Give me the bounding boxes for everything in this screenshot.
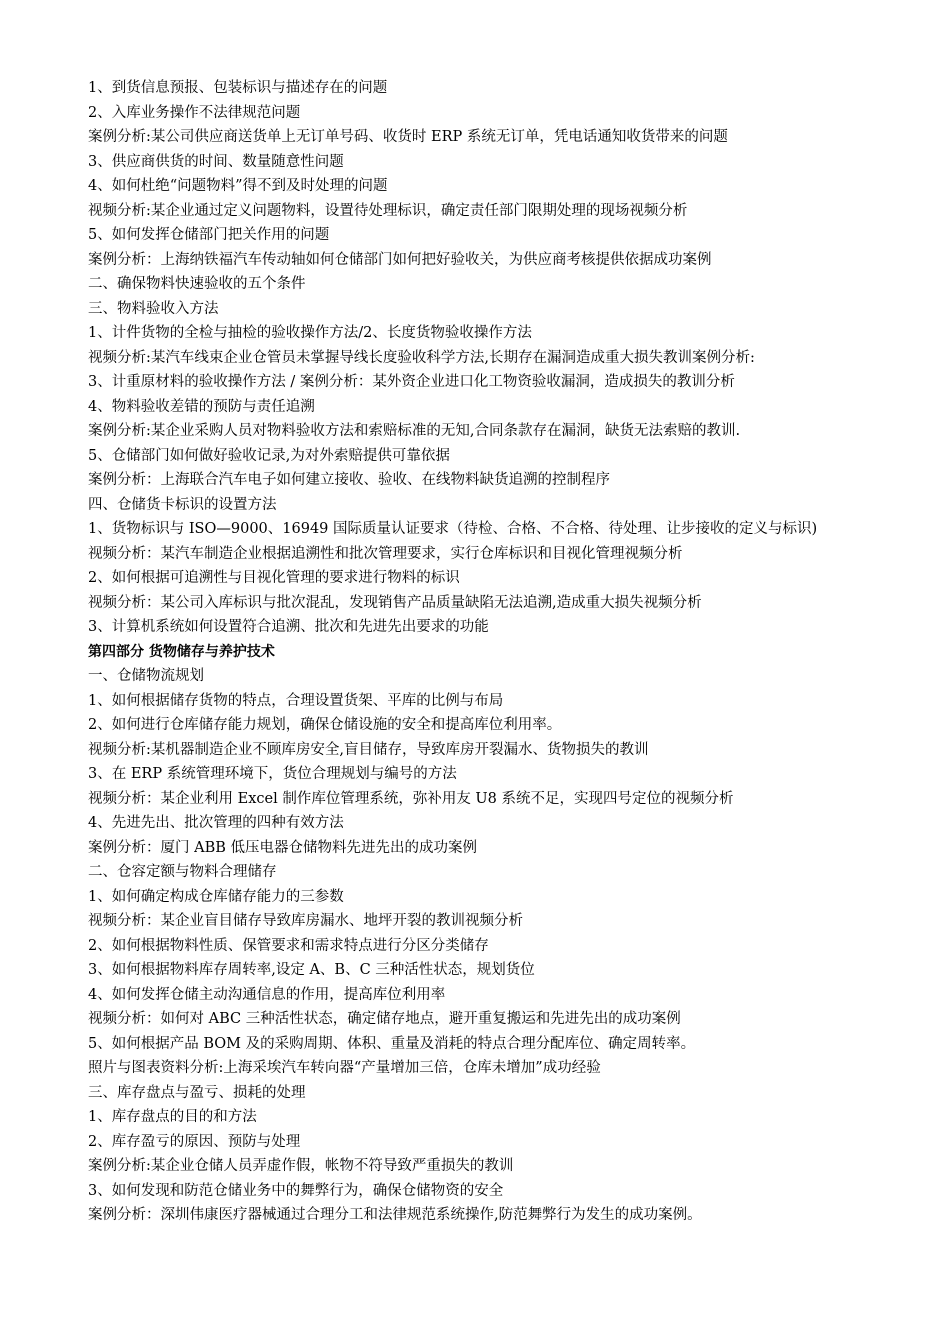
text-line: 3、计重原材料的验收操作方法 / 案例分析：某外资企业进口化工物资验收漏洞，造成损失的教训分析 bbox=[88, 374, 735, 390]
text-line: 4、物料验收差错的预防与责任追溯 bbox=[88, 398, 315, 415]
text-line: 案例分析：厦门 ABB 低压电器仓储物料先进先出的成功案例 bbox=[88, 839, 477, 856]
text-line: 1、计件货物的全检与抽检的验收操作方法/2、长度货物验收操作方法 bbox=[88, 325, 532, 341]
text-line: 视频分析：某企业盲目储存导致库房漏水、地坪开裂的教训视频分析 bbox=[88, 913, 523, 929]
text-line: 一、仓储物流规划 bbox=[88, 668, 204, 684]
document-body bbox=[88, 76, 878, 1228]
text-line: 2、如何进行仓库储存能力规划，确保仓储设施的安全和提高库位利用率。 bbox=[88, 717, 562, 733]
section-heading: 第四部分 货物储存与养护技术 bbox=[88, 643, 275, 660]
text-line: 5、仓储部门如何做好验收记录,为对外索赔提供可靠依据 bbox=[88, 447, 450, 464]
text-line: 1、到货信息预报、包装标识与描述存在的问题 bbox=[88, 80, 388, 96]
text-line: 视频分析:某企业通过定义问题物料，设置待处理标识，确定责任部门限期处理的现场视频分析 bbox=[88, 202, 688, 219]
text-line: 5、如何根据产品 BOM 及的采购周期、体积、重量及消耗的特点合理分配库位、确定周转率。 bbox=[88, 1035, 696, 1052]
text-line: 案例分析：深圳伟康医疗器械通过合理分工和法律规范系统操作,防范舞弊行为发生的成功案例。 bbox=[88, 1207, 702, 1223]
text-line: 2、如何根据物料性质、保管要求和需求特点进行分区分类储存 bbox=[88, 937, 489, 954]
text-line: 2、入库业务操作不法律规范问题 bbox=[88, 104, 301, 121]
text-line: 3、计算机系统如何设置符合追溯、批次和先进先出要求的功能 bbox=[88, 619, 489, 635]
text-line: 四、仓储货卡标识的设置方法 bbox=[88, 496, 277, 513]
text-line: 案例分析:某企业仓储人员弄虚作假，帐物不符导致严重损失的教训 bbox=[88, 1158, 514, 1174]
text-line: 1、货物标识与 ISO—9000、16949 国际质量认证要求（待检、合格、不合格、待处理、让步接收的定义与标识) bbox=[88, 521, 818, 537]
text-line: 二、仓容定额与物料合理储存 bbox=[88, 864, 277, 880]
text-line: 1、库存盘点的目的和方法 bbox=[88, 1109, 257, 1125]
text-line: 1、如何根据储存货物的特点，合理设置货架、平库的比例与布局 bbox=[88, 692, 504, 709]
text-line: 3、供应商供货的时间、数量随意性问题 bbox=[88, 153, 344, 170]
text-line: 5、如何发挥仓储部门把关作用的问题 bbox=[88, 227, 330, 243]
text-line: 案例分析：上海纳铁福汽车传动轴如何仓储部门如何把好验收关，为供应商考核提供依据成功案例 bbox=[88, 251, 712, 268]
text-line: 4、如何杜绝“问题物料”得不到及时处理的问题 bbox=[88, 178, 388, 194]
text-line: 二、确保物料快速验收的五个条件 bbox=[88, 276, 306, 292]
text-line: 视频分析：某汽车制造企业根据追溯性和批次管理要求，实行仓库标识和目视化管理视频分析 bbox=[88, 545, 683, 562]
text-line: 4、先进先出、批次管理的四种有效方法 bbox=[88, 815, 344, 831]
text-line: 3、如何发现和防范仓储业务中的舞弊行为，确保仓储物资的安全 bbox=[88, 1182, 504, 1199]
text-line: 视频分析：如何对 ABC 三种活性状态，确定储存地点，避开重复搬运和先进先出的成功案例 bbox=[88, 1011, 681, 1027]
text-line: 三、库存盘点与盈亏、损耗的处理 bbox=[88, 1084, 306, 1101]
text-line: 案例分析：上海联合汽车电子如何建立接收、验收、在线物料缺货追溯的控制程序 bbox=[88, 472, 610, 488]
text-line: 案例分析:某企业采购人员对物料验收方法和索赔标准的无知,合同条款存在漏洞，缺货无法索赔的教训. bbox=[88, 423, 741, 439]
text-line: 视频分析：某企业利用 Excel 制作库位管理系统，弥补用友 U8 系统不足，实现四号定位的视频分析 bbox=[88, 790, 734, 807]
text-line: 3、在 ERP 系统管理环境下，货位合理规划与编号的方法 bbox=[88, 766, 457, 782]
text-line: 案例分析:某公司供应商送货单上无订单号码、收货时 ERP 系统无订单，凭电话通知收货带来的问题 bbox=[88, 129, 728, 145]
text-line: 3、如何根据物料库存周转率,设定 A、B、C 三种活性状态，规划货位 bbox=[88, 962, 535, 978]
text-line: 2、如何根据可追溯性与目视化管理的要求进行物料的标识 bbox=[88, 570, 460, 586]
text-line: 2、库存盈亏的原因、预防与处理 bbox=[88, 1133, 301, 1150]
text-line: 照片与图表资料分析:上海采埃汽车转向器“产量增加三倍，仓库未增加”成功经验 bbox=[88, 1060, 601, 1076]
text-line: 视频分析:某汽车线束企业仓管员未掌握导线长度验收科学方法,长期存在漏洞造成重大损失教训案例分析: bbox=[88, 349, 755, 366]
text-line: 视频分析：某公司入库标识与批次混乱，发现销售产品质量缺陷无法追溯,造成重大损失视频分析 bbox=[88, 594, 702, 611]
text-line: 1、如何确定构成仓库储存能力的三参数 bbox=[88, 888, 344, 905]
text-line: 4、如何发挥仓储主动沟通信息的作用，提高库位利用率 bbox=[88, 986, 446, 1003]
text-line: 三、物料验收入方法 bbox=[88, 300, 219, 317]
text-line: 视频分析:某机器制造企业不顾库房安全,盲目储存，导致库房开裂漏水、货物损失的教训 bbox=[88, 741, 649, 758]
